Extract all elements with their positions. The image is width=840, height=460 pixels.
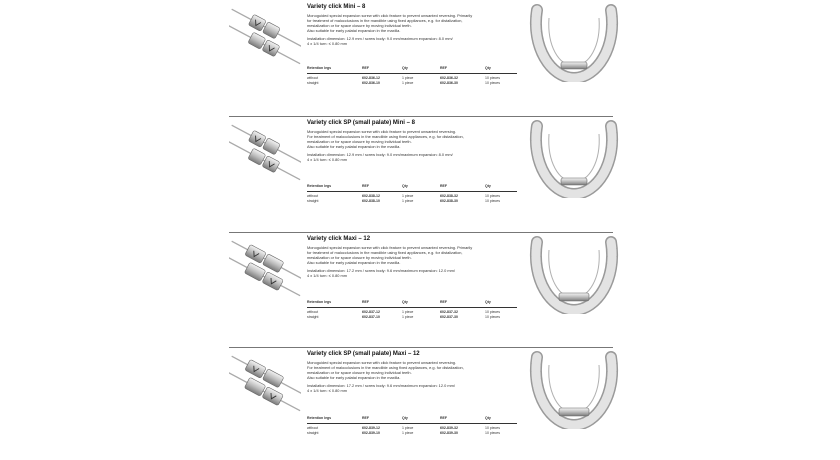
product-title: Variety click Mini – 8 <box>307 4 366 10</box>
installation-dimensions: Installation dimension: 17.2 mm / screw body: 9.6 mm/maximum expansion: 12.0 mm/ 4 x 1/4 turn: ≤ 0.80 mm <box>307 383 455 394</box>
spec-table: Retention legs REF Qty REF Qty without 602-837-12 1 piece 602-837-32 10 pieces straight 602-837-10 1 piece 602-837-30 10 pieces <box>307 300 517 319</box>
dental-arch-image <box>529 234 619 314</box>
product-section <box>229 116 613 227</box>
dental-arch-image <box>529 349 619 429</box>
table-row: straight 602-838-10 1 piece 602-838-30 10 pieces <box>307 199 500 204</box>
product-title: Variety click SP (small palate) Mini – 8 <box>307 120 415 126</box>
expansion-screw-image <box>229 6 301 66</box>
table-row: without 602-836-12 1 piece 602-836-32 10 pieces <box>307 75 500 80</box>
product-description: Monoguided special expansion screw with click feature to prevent unwanted reversing. Primarily for treatment of malocclusions in the mandible using fixed appliances, e.g. for distalization, mesialization or for space closure by moving individual teeth. Also suitable for early palatal expansion in the maxilla. <box>307 13 473 34</box>
expansion-screw-image <box>229 122 301 182</box>
expansion-screw-image <box>229 353 301 413</box>
dental-arch-image <box>529 118 619 198</box>
product-description: Monoguided special expansion screw with click feature to prevent unwanted reversing. Primarily for treatment of malocclusions in the mandible using fixed appliances, e.g. for distalization, mesialization or for space closure by moving individual teeth. Also suitable for early palatal expansion in the maxilla. <box>307 245 473 266</box>
product-description: Monoguided special expansion screw with click feature to prevent unwanted reversing. For treatment of malocclusions in the mandible using fixed appliances, e.g. for distalization, mesialization or for space closure by moving individual teeth. Also suitable for early palatal expansion in the maxilla. <box>307 360 464 381</box>
product-description: Monoguided special expansion screw with click feature to prevent unwanted reversing. For treatment of malocclusions in the mandible using fixed appliances, e.g. for distalization, mesialization or for space closure by moving individual teeth. Also suitable for early palatal expansion in the maxilla. <box>307 129 464 150</box>
table-row: straight 602-836-10 1 piece 602-836-30 10 pieces <box>307 81 500 86</box>
dental-arch-image <box>529 2 619 82</box>
installation-dimensions: Installation dimension: 12.9 mm / screw body: 9.0 mm/maximum expansion: 8.0 mm/ 4 x 1/4 turn: ≤ 0.80 mm <box>307 36 453 47</box>
installation-dimensions: Installation dimension: 12.9 mm / screw body: 9.0 mm/maximum expansion: 8.0 mm/ 4 x 1/4 turn: ≤ 0.80 mm <box>307 152 453 163</box>
product-section <box>229 232 613 343</box>
table-row: without 602-839-12 1 piece 602-839-32 10 pieces <box>307 425 500 430</box>
expansion-screw-image <box>229 238 301 298</box>
product-section <box>229 347 613 458</box>
table-row: straight 602-837-10 1 piece 602-837-30 10 pieces <box>307 315 500 320</box>
table-row: straight 602-839-10 1 piece 602-839-30 10 pieces <box>307 431 500 436</box>
table-row: without 602-838-12 1 piece 602-838-32 10 pieces <box>307 193 500 198</box>
table-row: without 602-837-12 1 piece 602-837-32 10 pieces <box>307 309 500 314</box>
section-divider <box>229 116 613 117</box>
product-section <box>229 0 613 111</box>
section-divider <box>229 232 613 233</box>
product-title: Variety click Maxi – 12 <box>307 236 371 242</box>
installation-dimensions: Installation dimension: 17.2 mm / screw body: 9.6 mm/maximum expansion: 12.0 mm/ 4 x 1/4 turn: ≤ 0.80 mm <box>307 268 455 279</box>
section-divider <box>229 347 613 348</box>
spec-table: Retention legs REF Qty REF Qty without 602-839-12 1 piece 602-839-32 10 pieces straight 602-839-10 1 piece 602-839-30 10 pieces <box>307 416 517 435</box>
spec-table: Retention legs REF Qty REF Qty without 602-838-12 1 piece 602-838-32 10 pieces straight 602-838-10 1 piece 602-838-30 10 pieces <box>307 184 517 203</box>
spec-table: Retention legs REF Qty REF Qty without 602-836-12 1 piece 602-836-32 10 pieces straight 602-836-10 1 piece 602-836-30 10 pieces <box>307 66 517 85</box>
product-title: Variety click SP (small palate) Maxi – 12 <box>307 351 420 357</box>
